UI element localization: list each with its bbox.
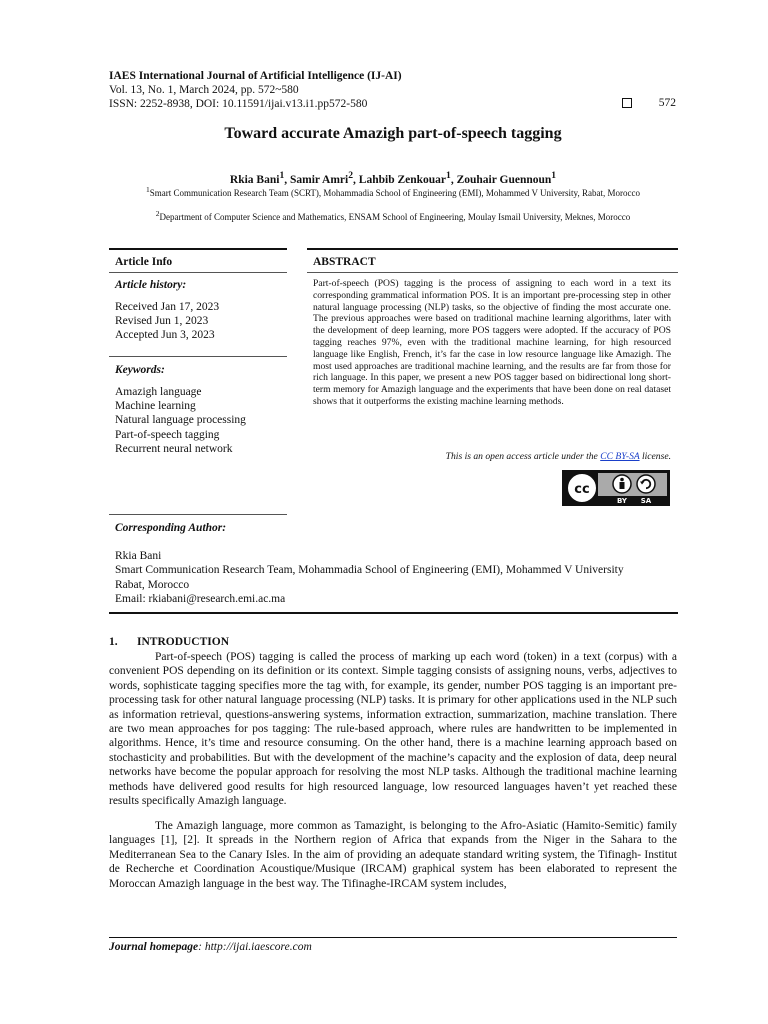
author: Samir Amri$^2$, [289,170,359,186]
keyword-item: Natural language processing [115,414,246,427]
keyword-item: Part-of-speech tagging [115,428,220,441]
divider [109,272,287,273]
corresponding-name: Rkia Bani [115,550,162,562]
keywords-heading: Keywords: [115,364,165,376]
abstract-text: Part-of-speech (POS) tagging is the process of assigning to each word in a text its corresponding grammatical information POS. It is an important pre-processing step in other natural language processing (NLP) tasks, so the objective of finding the most accurate one. The previous approaches were based on traditional machine learning algorithms, later with the development of deep learning, more POS taggers were adopted. If the accuracy of POS tagging reaches 97%, even with the traditional machine learning, for high resourced language like English, French, it’s far the case in low resource language like Amazigh. The most used approaches are traditional machine learning, and the results are far from those for rich language. In this paper, we present a new POS tagger based on bidirectional long short-term memory for Amazigh language and the experiments that have been done on real dataset shows that it outperforms the existing machine learning methods. [313,278,671,407]
corresponding-affiliation: Smart Communication Research Team, Mohammadia School of Engineering (EMI), Mohammed V University [115,564,624,577]
paper-title: Toward accurate Amazigh part-of-speech tagging [224,125,562,142]
sa-label: SA [640,497,652,505]
article-history-list [115,300,219,343]
author: Zouhair Guennoun$^1$ [456,170,557,186]
square-bullet-icon [622,98,632,108]
journal-name: IAES International Journal of Artificial Intelligence (IJ-AI) [109,70,402,82]
corresponding-location: Rabat, Morocco [115,578,190,591]
article-history-heading: Article history: [115,279,187,291]
keyword-item: Amazigh language [115,386,202,398]
divider [307,248,678,250]
divider [109,356,287,357]
divider [109,514,287,515]
license-note: This is an open access article under the CC BY-SA license. [445,451,671,462]
history-item: Accepted Jun 3, 2023 [115,329,215,342]
affiliation-1: $^1$Smart Communication Research Team (SCRT), Mohammadia School of Engineering (EMI), Mohammed V University, Rabat, Morocco [146,185,640,198]
article-info-heading: Article Info [115,256,173,268]
body-paragraph: The Amazigh language, more common as Tamazight, is belonging to the Afro-Asiatic (Hamito-Semitic) family languages [1], [2]. It spreads in the Northern region of Africa that expands from the Niger in the Sahara to the Mediterranean Sea to the Canary Isles. In the aim of providing an adequate standard writing system, the Tifinagh- Institut de Recherche et Coordination Acoustique/Musique (IRCAM) graphical system has been elaborated to represent the Moroccan Amazigh language in the best way. The Tifinaghe-IRCAM system includes, [109,820,677,890]
corresponding-email: Email: rkiabani@research.emi.ac.ma [115,592,286,605]
author: Lahbib Zenkouar$^1$, [358,170,457,186]
keywords-list [115,385,246,456]
footer-divider [109,937,677,938]
history-item: Received Jan 17, 2023 [115,301,220,313]
history-item: Revised Jun 1, 2023 [115,315,209,328]
license-link[interactable]: CC BY-SA [600,451,640,462]
cc-mark: cc [574,482,590,497]
keyword-item: Machine learning [115,400,196,413]
journal-volume: Vol. 13, No. 1, March 2024, pp. 572~580 [109,84,299,96]
cc-by-sa-badge [562,470,670,506]
journal-issn-doi: ISSN: 2252-8938, DOI: 10.11591/ijai.v13.i1.pp572-580 [109,98,368,110]
corresponding-author-heading: Corresponding Author: [115,522,227,534]
body-paragraph: Part-of-speech (POS) tagging is called the process of marking up each word (token) in a text (corpus) with a convenient POS depending on its definition or its context. Simple tagging consists of assigning nouns, verbs, adjectives to words, sophisticate tagging specifies more the tag with, for example, its gender, number POS tagging is an important pre-processing task for other natural language processing (NLP) tasks. It is primary for other applications used in the NLP such as information retrieval, questions-answering systems, information extraction, summarization, machine translation. There are two mean approaches for pos tagging: The rule-based approach, where rules are handwritten to be implemented in algorithms. Hence, it’s time and resource consuming. On the other hand, there is a machine learning approach based on stochasticity and probabilities. But with the development of the machine’s capacity and the explosion of data, deep neural networks have become the popular approach for resolving the most NLP tasks. Although the traditional machine learning methods have delivered good results for high resourced language, low resourced languages haven’t yet reached these results specifically Amazigh language. [109,651,677,808]
homepage-link[interactable]: http://ijai.iaescore.com [204,941,312,953]
by-label: BY [616,497,628,505]
journal-homepage: Journal homepage: http://ijai.iaescore.com [109,941,312,953]
abstract-heading: ABSTRACT [313,256,376,268]
page-number: 572 [658,97,676,109]
divider [109,248,287,250]
section-heading: 1. INTRODUCTION [109,636,230,648]
keyword-item: Recurrent neural network [115,442,233,455]
affiliation-2: $^2$Department of Computer Science and Mathematics, ENSAM School of Engineering, Moulay Ismail University, Meknes, Morocco [155,209,631,222]
divider [109,612,678,614]
cc-logo-icon [562,470,670,506]
corresponding-author-details [115,549,680,606]
author: Rkia Bani$^1$, [229,170,290,186]
divider [307,272,678,273]
